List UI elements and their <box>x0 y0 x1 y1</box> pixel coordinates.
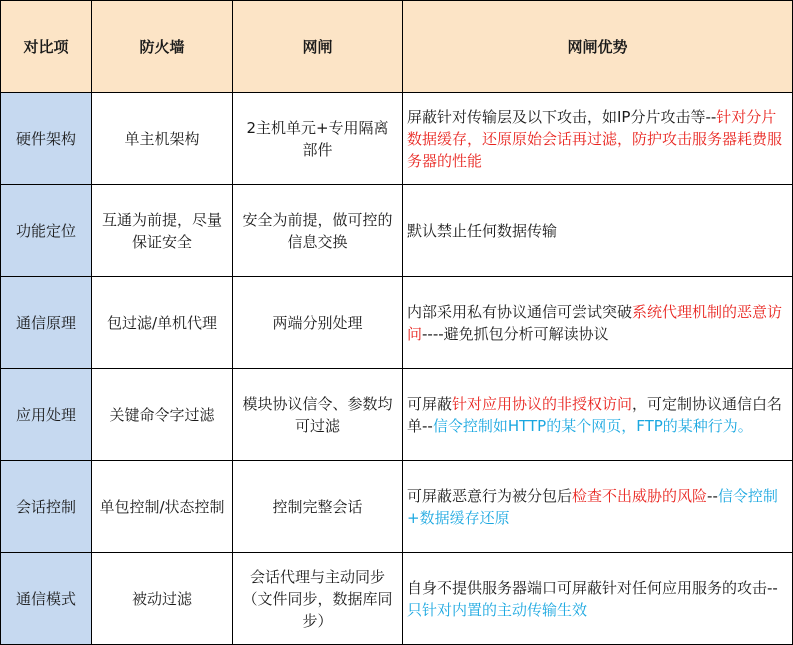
row-label: 应用处理 <box>1 369 92 461</box>
advantage-segment: 可屏蔽恶意行为被分包后 <box>407 486 573 505</box>
advantage-segment: 默认禁止任何数据传输 <box>407 221 558 240</box>
advantage-segment: 内部采用私有协议通信可尝试突破 <box>407 302 633 321</box>
advantage-segment: ，可定制协议通信白名单-- <box>407 394 783 435</box>
advantage-highlight-cyan: 只针对内置的主动传输生效 <box>407 600 588 619</box>
advantage-text <box>407 577 789 621</box>
advantage-segment: ----避免抓包分析可解读协议 <box>422 324 609 343</box>
advantage-segment: 可屏蔽 <box>407 394 453 413</box>
advantage-segment: -- <box>707 486 718 505</box>
header-gateway: 网闸 <box>233 1 403 93</box>
gateway-cell: 安全为前提，做可控的信息交换 <box>233 185 403 277</box>
advantage-segment: 屏蔽针对传输层及以下攻击，如IP分片攻击等-- <box>407 107 717 126</box>
gateway-cell: 模块协议信令、参数均可过滤 <box>233 369 403 461</box>
advantage-text <box>407 106 789 172</box>
advantage-highlight-cyan: 信令控制+数据缓存还原 <box>407 486 778 527</box>
advantage-highlight-red: 针对分片数据缓存，还原原始会话再过滤，防护攻击服务器耗费服务器的性能 <box>407 107 783 170</box>
row-label: 通信模式 <box>1 553 92 645</box>
advantage-cell <box>403 553 793 645</box>
gateway-cell: 控制完整会话 <box>233 461 403 553</box>
firewall-cell: 互通为前提，尽量保证安全 <box>92 185 233 277</box>
advantage-cell <box>403 277 793 369</box>
gateway-cell: 会话代理与主动同步（文件同步，数据库同步） <box>233 553 403 645</box>
firewall-cell: 单主机架构 <box>92 93 233 185</box>
advantage-segment: 自身不提供服务器端口可屏蔽针对任何应用服务的攻击-- <box>407 578 778 597</box>
advantage-text <box>407 393 789 437</box>
header-advantage: 网闸优势 <box>403 1 793 93</box>
advantage-cell <box>403 461 793 553</box>
firewall-cell: 单包控制/状态控制 <box>92 461 233 553</box>
gateway-cell: 2主机单元+专用隔离部件 <box>233 93 403 185</box>
advantage-highlight-cyan: 信令控制如HTTP的某个网页，FTP的某种行为。 <box>432 416 753 435</box>
advantage-text <box>407 301 789 345</box>
advantage-cell <box>403 185 793 277</box>
advantage-highlight-red: 系统代理机制的恶意访问 <box>407 302 783 343</box>
row-label: 会话控制 <box>1 461 92 553</box>
row-label: 通信原理 <box>1 277 92 369</box>
advantage-text <box>407 485 789 529</box>
gateway-cell: 两端分别处理 <box>233 277 403 369</box>
advantage-cell <box>403 93 793 185</box>
header-firewall: 防火墙 <box>92 1 233 93</box>
row-label: 硬件架构 <box>1 93 92 185</box>
row-label: 功能定位 <box>1 185 92 277</box>
firewall-cell: 被动过滤 <box>92 553 233 645</box>
firewall-cell: 关键命令字过滤 <box>92 369 233 461</box>
header-item: 对比项 <box>1 1 92 93</box>
advantage-highlight-red: 检查不出威胁的风险 <box>572 486 708 505</box>
advantage-highlight-red: 针对应用协议的非授权访问 <box>452 394 633 413</box>
advantage-cell <box>403 369 793 461</box>
advantage-text <box>407 220 557 242</box>
firewall-cell: 包过滤/单机代理 <box>92 277 233 369</box>
